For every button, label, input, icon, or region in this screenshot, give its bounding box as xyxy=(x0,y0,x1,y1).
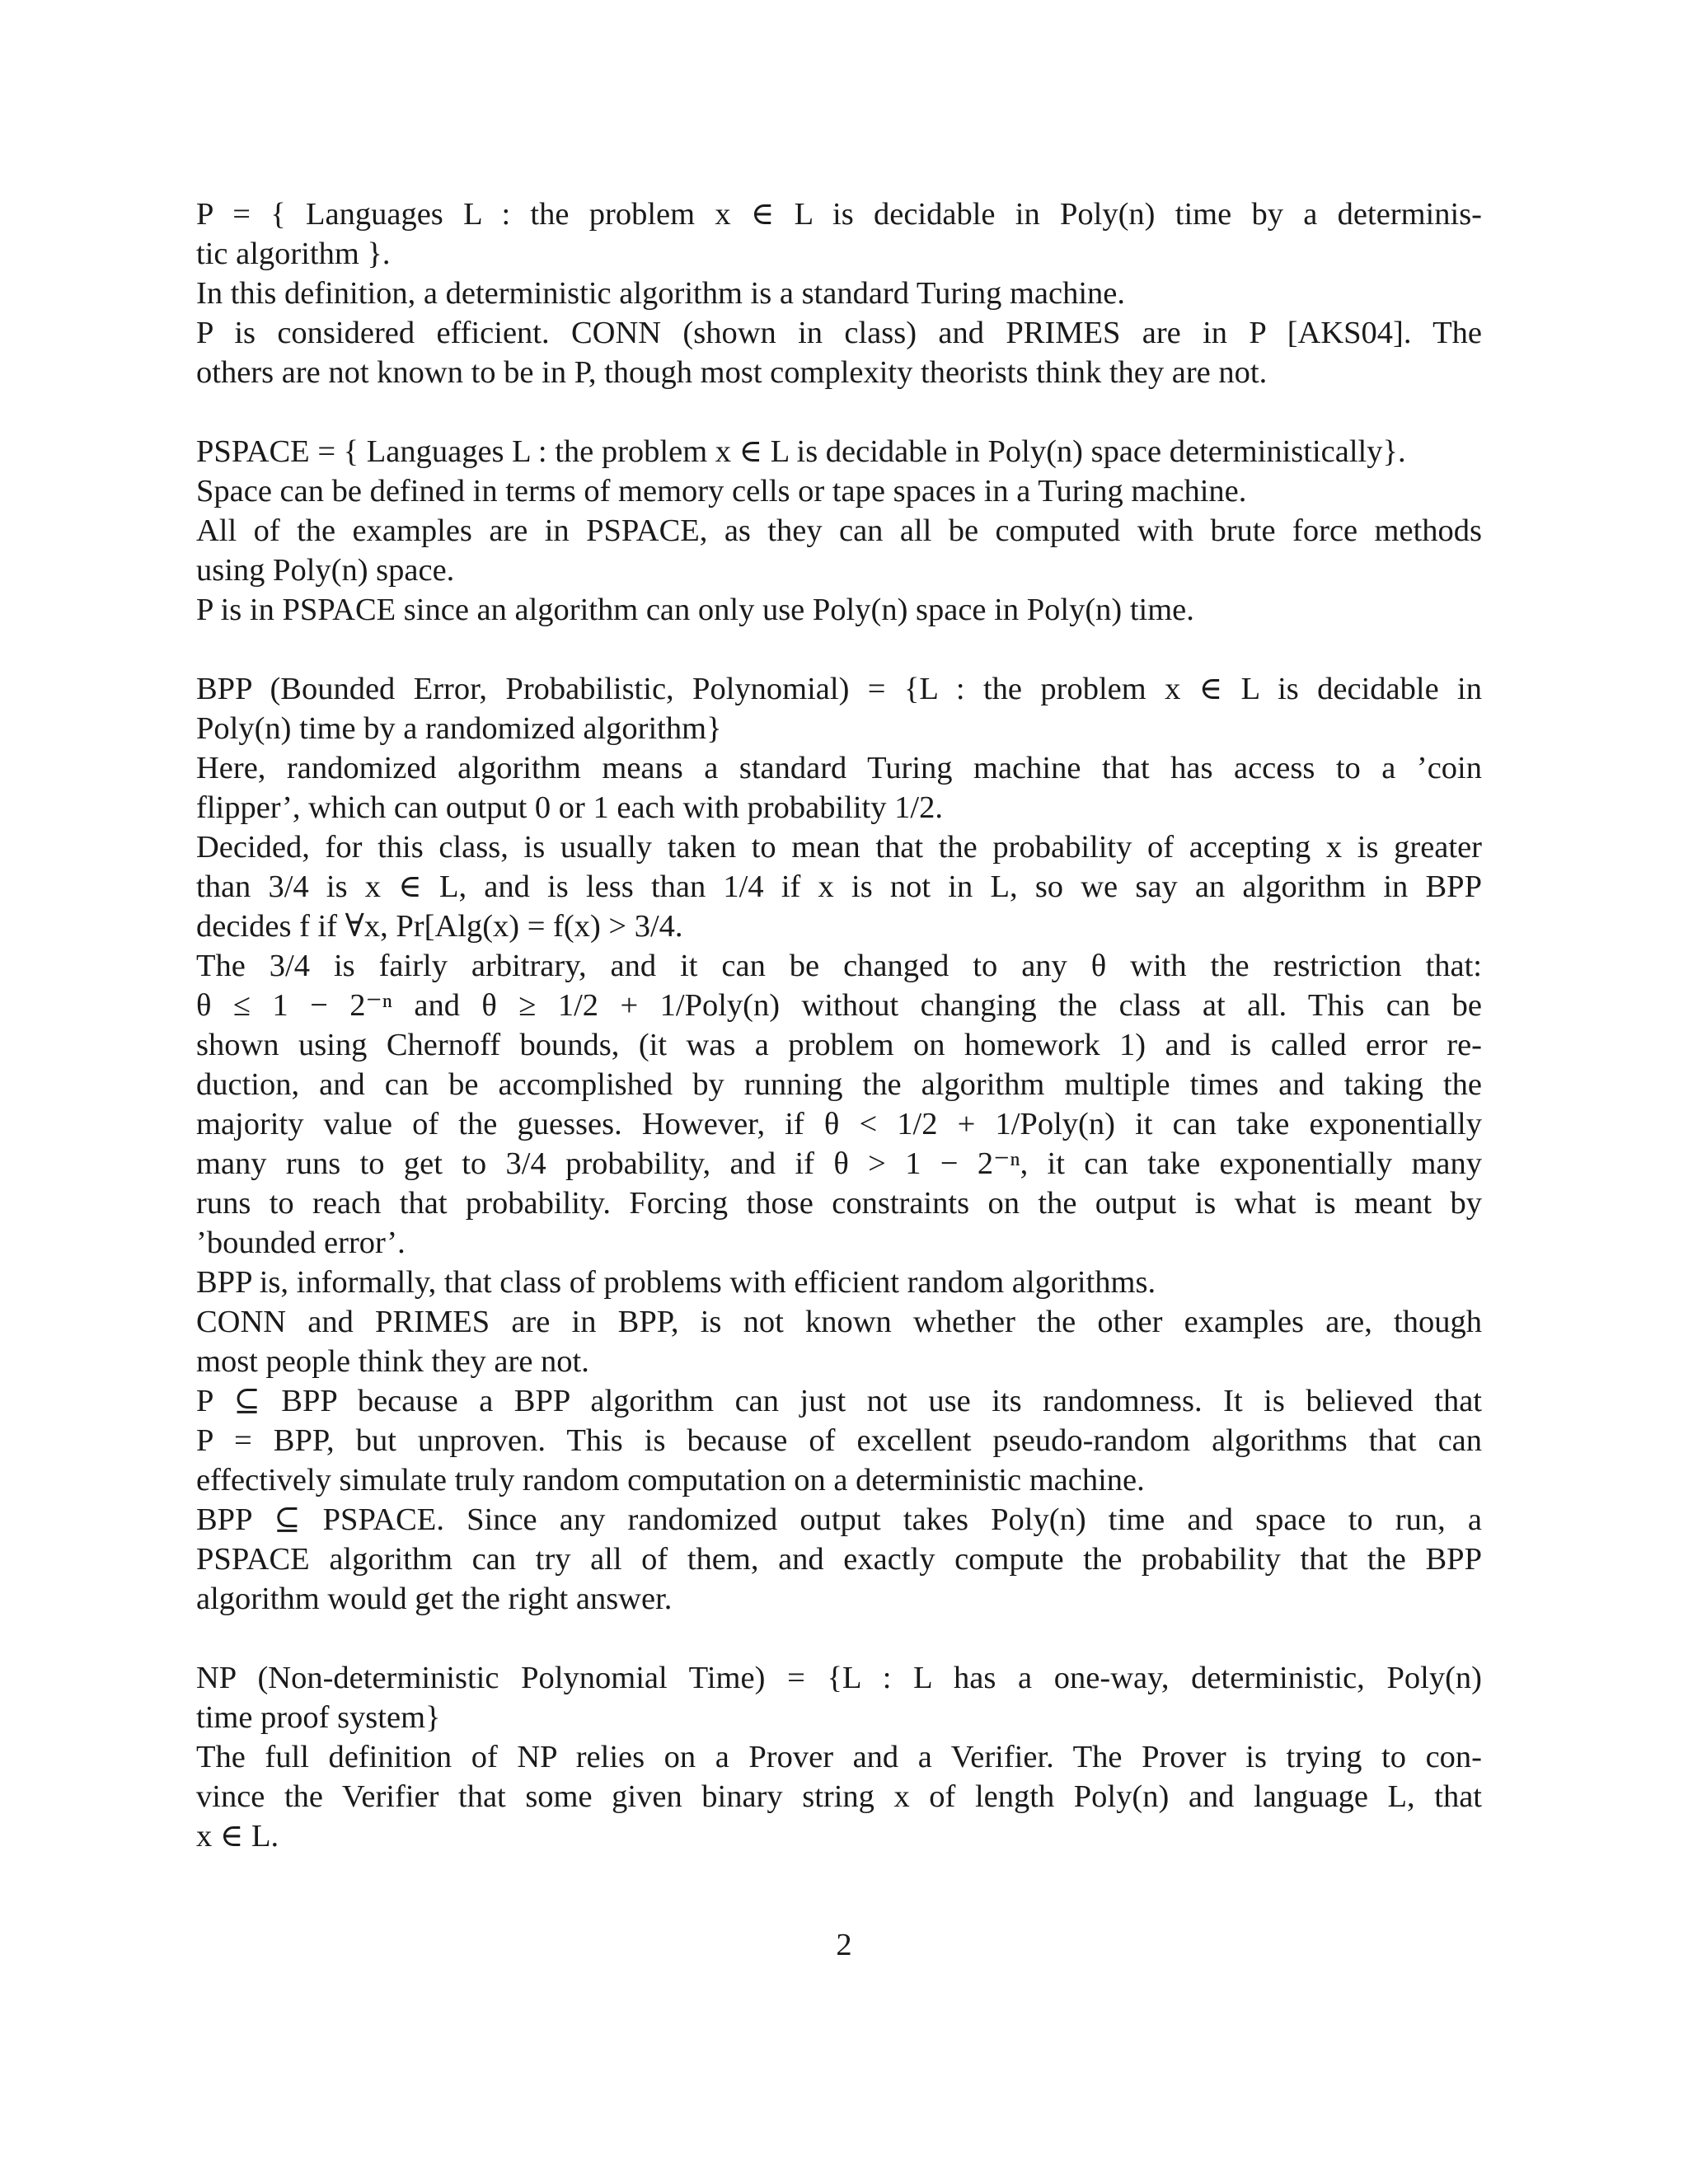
text-line: In this definition, a deterministic algorithm is a standard Turing machine. xyxy=(196,276,1126,311)
paragraph-gap xyxy=(196,1619,1482,1658)
text-line: PSPACE = { Languages L : the problem x ∈ L is decidable in Poly(n) space deterministically}. xyxy=(196,434,1406,469)
text-line: effectively simulate truly random computation on a deterministic machine. xyxy=(196,1463,1145,1497)
text-line: than 3/4 is x ∈ L, and is less than 1/4 if x is not in L, so we say an algorithm in BPP xyxy=(196,869,1482,904)
text-line: P ⊆ BPP because a BPP algorithm can just not use its randomness. It is believed that xyxy=(196,1384,1482,1418)
text-line: P is considered efficient. CONN (shown in class) and PRIMES are in P [AKS04]. The xyxy=(196,316,1482,350)
text-line: flipper’, which can output 0 or 1 each with probability 1/2. xyxy=(196,790,943,825)
text-line: PSPACE algorithm can try all of them, and exactly compute the probability that the BPP xyxy=(196,1542,1482,1577)
text-line: The 3/4 is fairly arbitrary, and it can be changed to any θ with the restriction that: xyxy=(196,949,1482,983)
text-line: All of the examples are in PSPACE, as they can all be computed with brute force methods xyxy=(196,513,1482,548)
paragraph-gap xyxy=(196,630,1482,669)
paragraph-gap xyxy=(196,392,1482,432)
text-line: shown using Chernoff bounds, (it was a problem on homework 1) and is called error re- xyxy=(196,1028,1482,1062)
text-line: algorithm would get the right answer. xyxy=(196,1582,673,1616)
text-line: CONN and PRIMES are in BPP, is not known whether the other examples are, though xyxy=(196,1305,1482,1339)
text-line: others are not known to be in P, though most complexity theorists think they are not. xyxy=(196,355,1268,390)
text-line: θ ≤ 1 − 2⁻ⁿ and θ ≥ 1/2 + 1/Poly(n) without changing the class at all. This can be xyxy=(196,988,1482,1023)
text-line: P = BPP, but unproven. This is because of excellent pseudo-random algorithms that can xyxy=(196,1423,1482,1458)
text-line: BPP ⊆ PSPACE. Since any randomized output takes Poly(n) time and space to run, a xyxy=(196,1502,1482,1537)
text-line: BPP (Bounded Error, Probabilistic, Polynomial) = {L : the problem x ∈ L is decidable in xyxy=(196,672,1482,706)
paragraph-pspace-class xyxy=(196,432,1482,630)
text-line: duction, and can be accomplished by running the algorithm multiple times and taking the xyxy=(196,1067,1482,1102)
text-line: Here, randomized algorithm means a standard Turing machine that has access to a ’coin xyxy=(196,751,1482,785)
text-line: P = { Languages L : the problem x ∈ L is decidable in Poly(n) time by a determinis- xyxy=(196,197,1482,232)
page-body xyxy=(196,194,1482,1856)
text-line: ’bounded error’. xyxy=(196,1226,406,1260)
text-line: using Poly(n) space. xyxy=(196,553,455,588)
page-number: 2 xyxy=(836,1928,852,1962)
text-line: many runs to get to 3/4 probability, and if θ > 1 − 2⁻ⁿ, it can take exponentially many xyxy=(196,1146,1482,1181)
text-line: Decided, for this class, is usually taken to mean that the probability of accepting x is greater xyxy=(196,830,1482,865)
paragraph-bpp-class xyxy=(196,669,1482,1619)
text-line: decides f if ∀x, Pr[Alg(x) = f(x) > 3/4. xyxy=(196,909,683,944)
text-line: vince the Verifier that some given binary string x of length Poly(n) and language L, that xyxy=(196,1779,1482,1814)
text-line: runs to reach that probability. Forcing those constraints on the output is what is meant by xyxy=(196,1186,1482,1221)
text-line: P is in PSPACE since an algorithm can only use Poly(n) space in Poly(n) time. xyxy=(196,593,1194,627)
text-line: BPP is, informally, that class of problems with efficient random algorithms. xyxy=(196,1265,1156,1300)
text-line: NP (Non-deterministic Polynomial Time) = {L : L has a one-way, deterministic, Poly(n) xyxy=(196,1661,1482,1695)
text-line: Space can be defined in terms of memory cells or tape spaces in a Turing machine. xyxy=(196,474,1247,509)
text-line: tic algorithm }. xyxy=(196,237,391,271)
text-line: most people think they are not. xyxy=(196,1344,589,1379)
text-line: x ∈ L. xyxy=(196,1819,279,1854)
text-line: Poly(n) time by a randomized algorithm} xyxy=(196,711,722,746)
paragraph-p-class xyxy=(196,194,1482,392)
text-line: majority value of the guesses. However, if θ < 1/2 + 1/Poly(n) it can take exponentially xyxy=(196,1107,1482,1141)
paragraph-np-class xyxy=(196,1658,1482,1856)
text-line: time proof system} xyxy=(196,1700,441,1735)
text-line: The full definition of NP relies on a Prover and a Verifier. The Prover is trying to con- xyxy=(196,1740,1482,1774)
